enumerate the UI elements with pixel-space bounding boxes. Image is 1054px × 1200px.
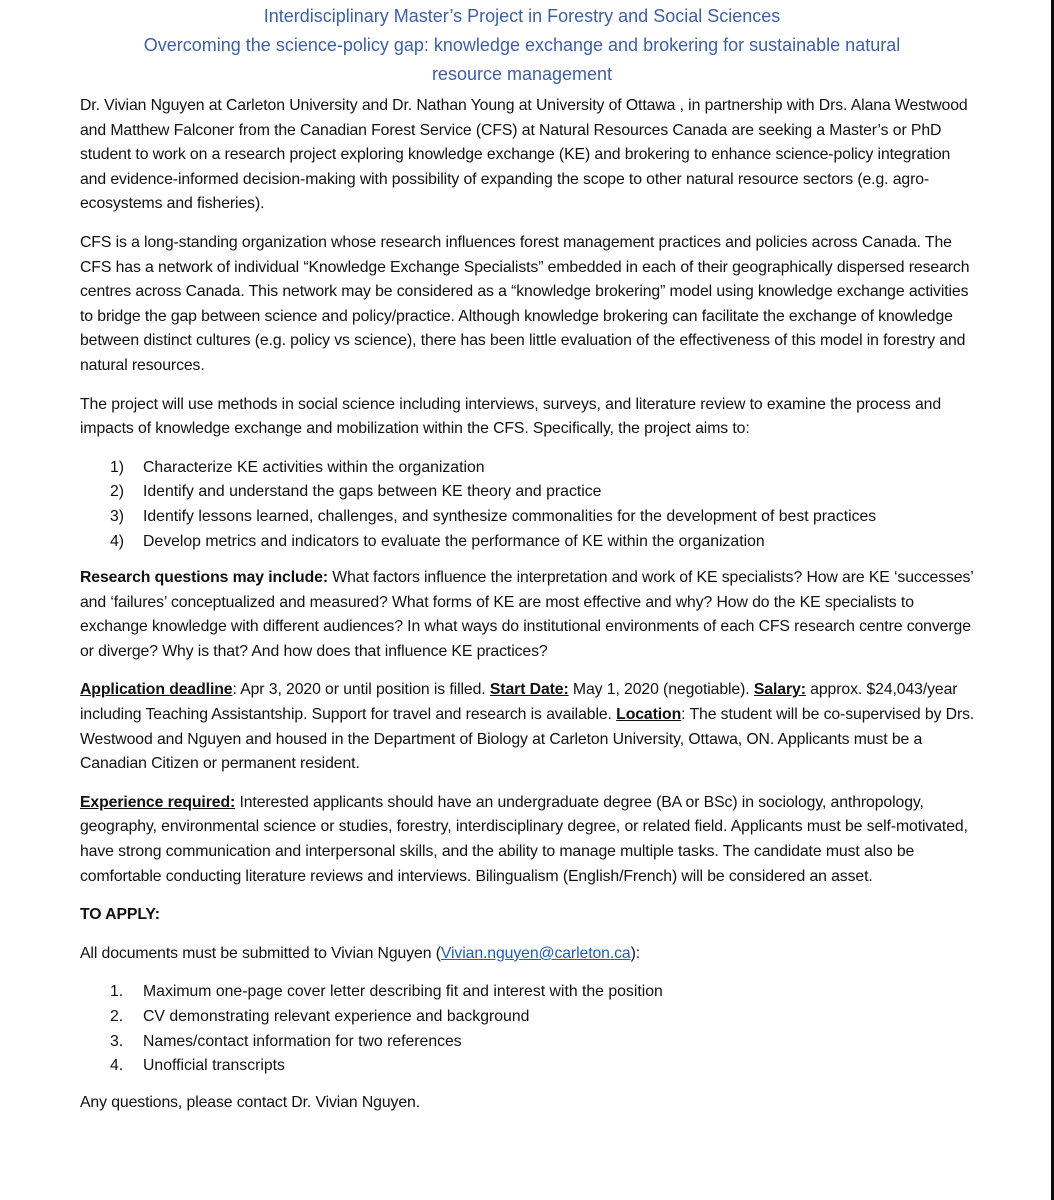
aims-list	[110, 456, 980, 554]
start-date-text: May 1, 2020 (negotiable).	[568, 681, 754, 699]
to-apply-heading: TO APPLY:	[80, 906, 160, 924]
apply-intro-end: ):	[630, 944, 641, 962]
list-item	[110, 530, 980, 555]
experience-label: Experience required:	[80, 793, 236, 811]
document-title: Interdisciplinary Master’s Project in Forestry and Social Sciences	[263, 6, 781, 26]
list-item	[110, 480, 980, 505]
location-label: Location	[616, 706, 682, 724]
start-date-label: Start Date:	[489, 681, 569, 699]
salary-text: approx. $24,043/year including Teaching Assistantship. Support for travel and research is available.	[80, 681, 958, 724]
list-item-number: 3.	[110, 1032, 124, 1050]
document-subtitle-line-2: resource management	[431, 64, 613, 84]
research-questions-paragraph	[80, 566, 980, 664]
application-details-paragraph	[80, 678, 980, 776]
list-item-number: 1)	[110, 458, 125, 476]
list-item-number: 2)	[110, 483, 125, 501]
list-item-text: CV demonstrating relevant experience and background	[143, 1008, 530, 1025]
document-body	[80, 94, 980, 1129]
location-text: : The student will be co-supervised by Drs. Westwood and Nguyen and housed in the Department of Biology at Carleton University, Ottawa, ON. Applicants must be a Canadian Citizen or permanent resident.	[80, 706, 975, 773]
list-item	[110, 505, 980, 530]
list-item-text: Maximum one-page cover letter describing fit and interest with the position	[143, 983, 663, 1001]
closing-paragraph: Any questions, please contact Dr. Vivian Nguyen.	[80, 1093, 421, 1111]
cfs-paragraph: CFS is a long-standing organization whose research influences forest management practices and policies across Canada. The CFS has a network of individual “Knowledge Exchange Specialists” embedded in each of their geographically dispersed research centres across Canada. This network may be considered as a “knowledge brokering” model using knowledge exchange activities to bridge the gap between science and policy/practice. Although knowledge brokering can facilitate the exchange of knowledge between distinct cultures (e.g. policy vs science), there has been little evaluation of the effectiveness of this model in forestry and natural resources.	[80, 233, 970, 374]
list-item-text: Identify and understand the gaps between KE theory and practice	[143, 483, 602, 501]
list-item-text: Characterize KE activities within the organization	[143, 458, 485, 476]
list-item-text: Unofficial transcripts	[143, 1057, 285, 1075]
document-subtitle-line-1: Overcoming the science-policy gap: knowledge exchange and brokering for sustainable natural	[143, 35, 901, 55]
list-item	[110, 980, 980, 1005]
experience-text: Interested applicants should have an undergraduate degree (BA or BSc) in sociology, anthropology, geography, environmental science or studies, forestry, interdisciplinary degree, or related field. Applicants must be self-motivated, have strong communication and interpersonal skills, and the ability to manage multiple tasks. The candidate must also be comfortable conducting literature reviews and interviews. Bilingualism (English/French) will be considered an asset.	[80, 793, 968, 885]
list-item-number: 2.	[110, 1008, 124, 1025]
research-questions-label: Research questions may include:	[80, 569, 328, 587]
research-questions-text: What factors influence the interpretation and work of KE specialists? How are KE ‘successes’ and ‘failures’ conceptualized and measured? What forms of KE are most effective and why? How do the KE specialists to exchange knowledge with different audiences? In what ways do institutional environments of each CFS research centre converge or diverge? Why is that? And how does that influence KE practices?	[80, 569, 974, 660]
list-item-number: 4.	[110, 1057, 124, 1075]
list-item-text: Names/contact information for two references	[143, 1032, 462, 1050]
intro-paragraph: Dr. Vivian Nguyen at Carleton University and Dr. Nathan Young at University of Ottawa , in partnership with Drs. Alana Westwood and Matthew Falconer from the Canadian Forest Service (CFS) at Natural Resources Canada are seeking a Master’s or PhD student to work on a research project exploring knowledge exchange (KE) and brokering to enhance science-policy integration and evidence-informed decision-making with possibility of expanding the scope to other natural resource sectors (e.g. agro-ecosystems and fisheries).	[80, 97, 968, 213]
experience-paragraph	[80, 791, 980, 889]
list-item-number: 3)	[110, 507, 125, 525]
list-item-text: Identify lessons learned, challenges, and synthesize commonalities for the development of best practices	[143, 507, 877, 525]
document-title-block	[30, 2, 1014, 89]
list-item	[110, 1030, 980, 1055]
email-link[interactable]: Vivian.nguyen@carleton.ca	[440, 944, 631, 962]
deadline-label: Application deadline	[80, 681, 233, 699]
list-item-text: Develop metrics and indicators to evaluate the performance of KE within the organization	[143, 532, 765, 550]
list-item-number: 4)	[110, 532, 125, 550]
application-documents-list	[110, 980, 980, 1078]
salary-label: Salary:	[753, 681, 806, 699]
list-item	[110, 1005, 980, 1030]
list-item-number: 1.	[110, 983, 124, 1001]
apply-intro-text: All documents must be submitted to Vivian Nguyen (	[80, 944, 441, 962]
apply-intro-paragraph	[80, 942, 980, 967]
list-item	[110, 456, 980, 481]
list-item	[110, 1054, 980, 1079]
project-paragraph: The project will use methods in social science including interviews, surveys, and literature review to examine the process and impacts of knowledge exchange and mobilization within the CFS. Specifically, the project aims to:	[80, 395, 942, 438]
deadline-text: : Apr 3, 2020 or until position is filled.	[232, 681, 490, 699]
